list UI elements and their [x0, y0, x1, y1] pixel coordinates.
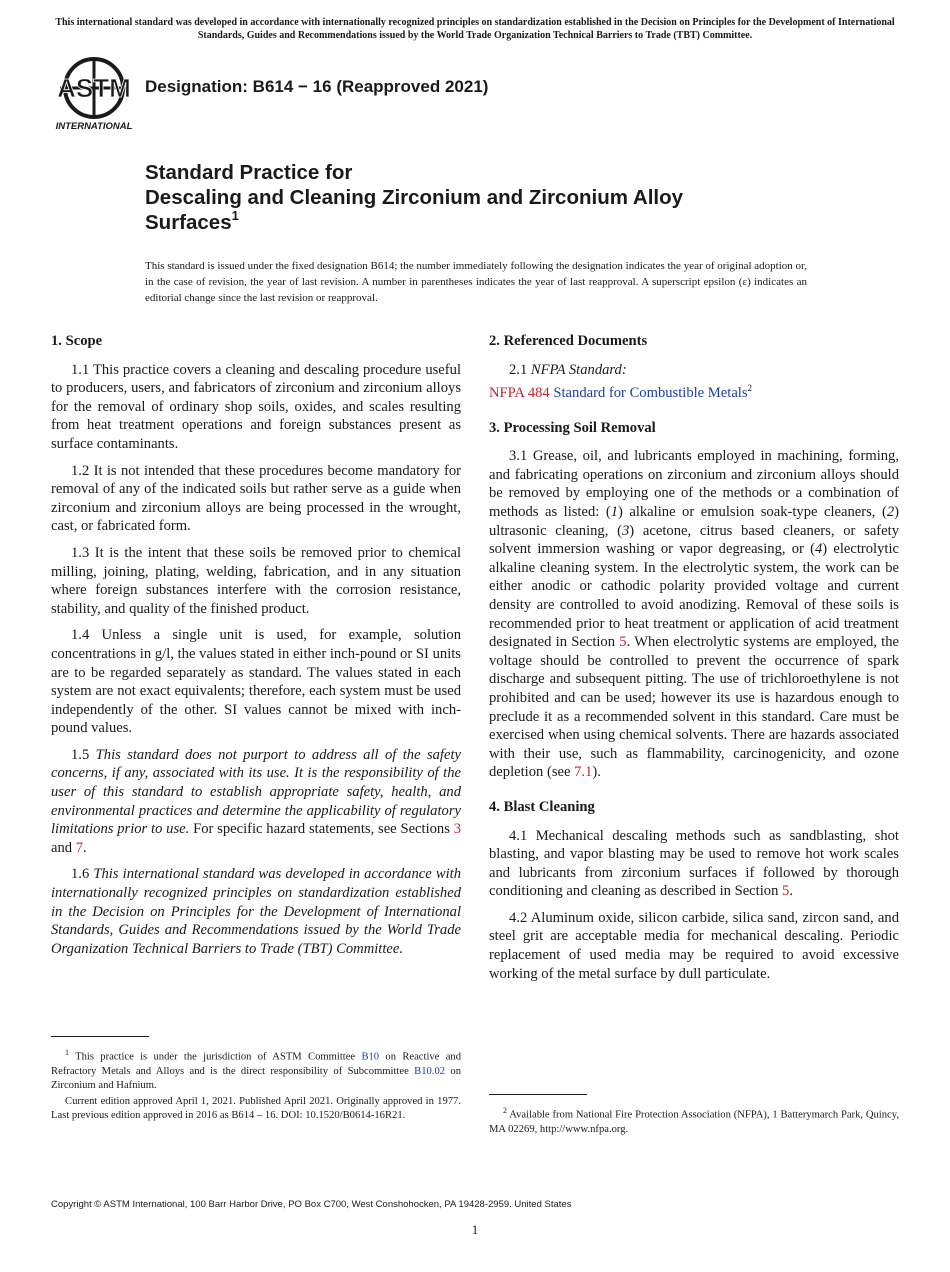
- designation: Designation: B614 − 16 (Reapproved 2021): [145, 77, 489, 96]
- para-text: For specific hazard statements, see Sections: [189, 821, 454, 838]
- nfpa-title-link[interactable]: Standard for Combustible Metals: [553, 385, 748, 402]
- footnote-2-text: [489, 1104, 899, 1137]
- paragraph-1-3: 1.3 It is the intent that these soils be removed prior to chemical milling, joining, plating, welding, fabrication, and in any situation where foreign substances interfere with the corrosion resistance, stability, and quality of the finished product.: [51, 544, 461, 617]
- para-text: 4.1 Mechanical descaling methods such as sandblasting, shot blasting, and vapor blasting may be used to remove hot work scales and lubricants from zirconium surfaces if followed by thorough conditioning and cleaning as described in Section: [489, 827, 899, 900]
- para-text: and: [51, 839, 76, 856]
- nfpa-label: NFPA Standard:: [530, 361, 627, 378]
- blast-heading: 4. Blast Cleaning: [489, 798, 595, 815]
- section-3-link[interactable]: 3: [453, 821, 461, 838]
- footnote-text: This practice is under the jurisdiction of ASTM Committee: [69, 1051, 362, 1063]
- section-referenced-documents: [489, 332, 899, 403]
- footnote-2: [489, 1104, 899, 1139]
- scope-heading: 1. Scope: [51, 333, 103, 349]
- title-line-3-text: Surfaces: [145, 211, 232, 234]
- para-text: 3.1 Grease, oil, and lubricants employed in machining, forming, and fabricating operations on zirconium and zirconium alloys should be removed by employing one of the methods or a combination of methods as listed: (: [489, 448, 899, 521]
- safety-statement: This standard does not purport to address all of the safety concerns, if any, associated with its use. It is the responsibility of the user of this standard to establish appropriate safety, health, and environmental practices and determine the applicability of regulatory limitations prior to use.: [51, 746, 461, 838]
- paragraph-3-1: [489, 447, 899, 782]
- paragraph-2-1: [489, 361, 899, 380]
- paragraph-1-6: [51, 865, 461, 958]
- logo-subtext: INTERNATIONAL: [55, 121, 133, 132]
- paragraph-1-4: 1.4 Unless a single unit is used, for example, solution concentrations in g/l, the values stated in either inch-pound or SI units are to be regarded separately as standard. The values stated in each system are not exact equivalents; therefore, each system must be used independently of the other. SI values cannot be mixed with inch-pound values.: [51, 627, 461, 737]
- item-number: 2: [886, 504, 895, 521]
- footnote-rule-left: [51, 1036, 149, 1037]
- para-text: ) alkaline or emulsion soak-type cleaners, (: [617, 504, 887, 521]
- item-number: 1: [610, 504, 618, 521]
- para-text: .: [83, 839, 87, 856]
- item-number: 4: [814, 541, 823, 558]
- para-text: ).: [592, 764, 601, 781]
- document-title: [145, 160, 845, 235]
- para-text: ) ultrasonic cleaning, (: [489, 504, 899, 539]
- para-num: 1.5: [71, 746, 96, 763]
- processing-heading: 3. Processing Soil Removal: [489, 419, 656, 436]
- wto-statement: This international standard was developed in accordance with internationally recognized principles on standardization established in the Decision on Principles for the Development of International Standards, Guides and Recommendations issued by the World Trade Organization Technical Barriers to Trade (TBT) Committee.: [51, 866, 462, 957]
- title-line-3: [145, 210, 845, 235]
- header-note: This international standard was developed in accordance with internationally recognized principles on standardization established in the Decision on Principles for the Development of International Standards, Guides and Recommendations issued by the World Trade Organization Technical Barriers to Trade (TBT) Committee.: [55, 17, 895, 41]
- nfpa-484-link[interactable]: NFPA 484: [489, 385, 550, 402]
- para-text: ) electrolytic alkaline cleaning system. In the electrolytic system, the work can be either anodic or cathodic polarity provided voltage and current density are controlled to avoid anodizing. Removal of these soils is recommended prior to heat treatment or application of acid treatment designated in Section: [489, 541, 899, 651]
- section-7-link[interactable]: 7: [75, 839, 84, 856]
- astm-logo-icon: [52, 56, 136, 132]
- section-blast-cleaning: [489, 798, 899, 983]
- para-text: ) acetone, citrus based cleaners, or safety solvent immersion washing or vapor degreasing, or (: [489, 522, 899, 558]
- title-line-2: Descaling and Cleaning Zirconium and Zirconium Alloy: [145, 186, 684, 209]
- title-line-1: Standard Practice for: [145, 161, 353, 184]
- title-footnote-marker: 1: [231, 208, 239, 223]
- section-scope: [51, 332, 461, 958]
- footnote-text: on Reactive and Refractory Metals and Alloys and is the direct responsibility of Subcommittee: [51, 1051, 461, 1077]
- astm-logo: [52, 56, 136, 132]
- footnote-text: Available from National Fire Protection Association (NFPA), 1 Batterymarch Park, Quincy, MA 02269, http://www.nfpa.org.: [489, 1109, 899, 1135]
- right-column: [489, 332, 899, 999]
- paragraph-1-2: 1.2 It is not intended that these procedures become mandatory for removal of any of the indicated soils but rather serve as a guide when zirconium and zirconium alloys are being processed in the wrought, cast, or fabricated form.: [51, 462, 461, 535]
- logo-text: ASTM: [57, 73, 131, 103]
- section-5-link[interactable]: 5: [619, 634, 627, 651]
- item-number: 3: [622, 522, 630, 539]
- referenced-heading: 2. Referenced Documents: [489, 333, 648, 349]
- committee-b10-link[interactable]: B10: [361, 1051, 380, 1063]
- section-processing-soil-removal: [489, 419, 899, 782]
- issued-note: This standard is issued under the fixed designation B614; the number immediately following the designation indicates the year of original adoption or, in the case of revision, the year of last revision. A number in parentheses indicates the year of last reapproval. A superscript epsilon (ε) indicates an editorial change since the last revision or reapproval.: [145, 260, 807, 304]
- section-7-1-link[interactable]: 7.1: [574, 764, 593, 781]
- footnote-1: [51, 1046, 461, 1125]
- footnote-marker: 1: [65, 1048, 69, 1057]
- paragraph-4-1: [489, 827, 899, 901]
- paragraph-1-1: 1.1 This practice covers a cleaning and descaling procedure useful to producers, users, and fabricators of zirconium and zirconium alloys for the removal of ordinary shop soils, oxides, and scales resulting from heat treatment operations and foreign substances present as surface contaminants.: [51, 361, 461, 452]
- footnote-1-text: [51, 1046, 461, 1093]
- section-5-link[interactable]: 5: [782, 883, 790, 900]
- footnote-rule-right: [489, 1094, 587, 1095]
- left-column: [51, 332, 461, 974]
- footnote-text: on Zirconium and Hafnium.: [51, 1065, 461, 1091]
- footnote-marker: 2: [503, 1106, 507, 1115]
- para-text: . When electrolytic systems are employed, the voltage should be controlled to prevent the occurrence of spark discharge and subsequent pitting. The use of trichloroethylene is not prohibited and can be used; however its use is hazardous enough to preclude it as a recommended solvent in this standard. Care must be exercised when using chemical solvents. There are hazards associated with their use, such as flammability, carcinogenicity, and ozone depletion (see: [489, 634, 899, 781]
- para-text: .: [789, 883, 793, 900]
- page-number: 1: [471, 1222, 479, 1237]
- subcommittee-b10-02-link[interactable]: B10.02: [414, 1065, 446, 1077]
- nfpa-reference: [489, 379, 899, 402]
- footnote-1-edition: Current edition approved April 1, 2021. Published April 2021. Originally approved in 1977. Last previous edition approved in 2016 as B614 – 16. DOI: 10.1520/B0614-16R21.: [51, 1095, 461, 1121]
- copyright: Copyright © ASTM International, 100 Barr Harbor Drive, PO Box C700, West Conshohocken, PA 19428-2959. United States: [51, 1199, 572, 1210]
- paragraph-1-5: [51, 746, 461, 858]
- paragraph-4-2: 4.2 Aluminum oxide, silicon carbide, silica sand, zircon sand, and steel grit are acceptable media for mechanical descaling. Periodic replacement of used media may be required to avoid excessive working of the metal surface by dull particulate.: [489, 909, 899, 982]
- para-num: 2.1: [509, 361, 531, 378]
- footnote-2-marker: 2: [747, 383, 753, 394]
- para-num: 1.6: [71, 866, 94, 883]
